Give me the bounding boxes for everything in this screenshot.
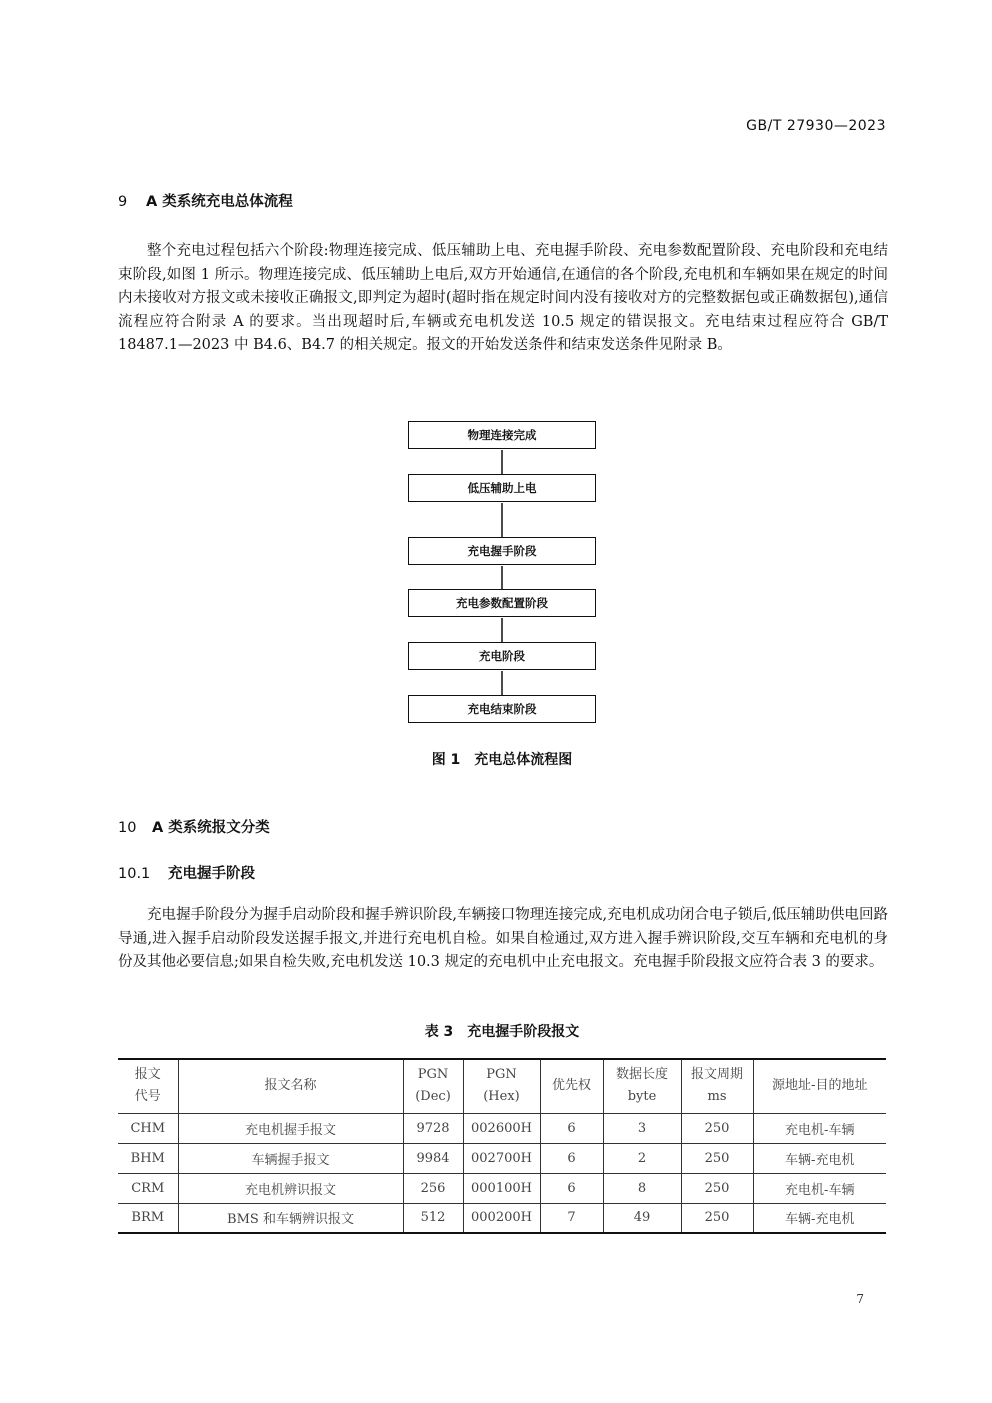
table-cell: 250	[681, 1203, 753, 1233]
table-cell: 002600H	[463, 1113, 540, 1143]
table-cell: 9984	[403, 1143, 463, 1173]
table-cell: 充电机辨识报文	[178, 1173, 403, 1203]
section-9-heading	[118, 190, 293, 211]
figure-caption: 图 1 充电总体流程图	[431, 752, 573, 768]
table-row	[118, 1173, 886, 1203]
table-cell: 250	[681, 1173, 753, 1203]
section-title: 充电握手阶段	[168, 866, 255, 882]
column-header: 报文名称	[178, 1059, 403, 1113]
table-caption: 表 3 充电握手阶段报文	[424, 1024, 580, 1040]
table-cell: 8	[603, 1173, 681, 1203]
table-cell: 车辆-充电机	[753, 1143, 886, 1173]
column-header: PGN (Hex)	[463, 1059, 540, 1113]
table-cell: 6	[540, 1143, 603, 1173]
table-cell: 7	[540, 1203, 603, 1233]
table-cell: 车辆握手报文	[178, 1143, 403, 1173]
column-header: 优先权	[540, 1059, 603, 1113]
section-10-heading	[118, 816, 270, 837]
table-cell: 250	[681, 1143, 753, 1173]
table-cell: CRM	[118, 1173, 178, 1203]
column-header: PGN (Dec)	[403, 1059, 463, 1113]
table-cell: BRM	[118, 1203, 178, 1233]
table-cell: 000200H	[463, 1203, 540, 1233]
flow-step-2: 低压辅助上电	[408, 474, 596, 502]
section-title: A 类系统报文分类	[152, 820, 270, 836]
table-cell: 充电机握手报文	[178, 1113, 403, 1143]
table-cell: 2	[603, 1143, 681, 1173]
table-cell: 256	[403, 1173, 463, 1203]
table-cell: 49	[603, 1203, 681, 1233]
flow-step-4: 充电参数配置阶段	[408, 589, 596, 617]
table-cell: CHM	[118, 1113, 178, 1143]
table-row	[118, 1113, 886, 1143]
table-cell: 车辆-充电机	[753, 1203, 886, 1233]
flow-step-3: 充电握手阶段	[408, 537, 596, 565]
document-id: GB/T 27930—2023	[746, 118, 886, 134]
table-cell: 3	[603, 1113, 681, 1143]
table-cell: 6	[540, 1173, 603, 1203]
flow-step-6: 充电结束阶段	[408, 695, 596, 723]
column-header: 源地址-目的地址	[753, 1059, 886, 1113]
table-header-row	[118, 1059, 886, 1113]
flow-step-1: 物理连接完成	[408, 421, 596, 449]
table-row	[118, 1203, 886, 1233]
column-header: 报文周期 ms	[681, 1059, 753, 1113]
section-9-paragraph: 整个充电过程包括六个阶段:物理连接完成、低压辅助上电、充电握手阶段、充电参数配置阶段、充电阶段和充电结束阶段,如图 1 所示。物理连接完成、低压辅助上电后,双方开始通信,在通信的各个阶段,充电机和车辆如果在规定的时间内未接收对方报文或未接收正确报文,即判定为超时(超时指在规定时间内没有接收对方的完整数据包或正确数据包),通信流程应符合附录 A 的要求。当出现超时后,车辆或充电机发送 10.5 规定的错误报文。充电结束过程应符合 GB/T 18487.1—2023 中 B4.6、B4.7 的相关规定。报文的开始发送条件和结束发送条件见附录 B。	[118, 243, 888, 353]
table-cell: 000100H	[463, 1173, 540, 1203]
table-cell: 512	[403, 1203, 463, 1233]
section-number: 10	[118, 820, 137, 836]
section-10-1-paragraph: 充电握手阶段分为握手启动阶段和握手辨识阶段,车辆接口物理连接完成,充电机成功闭合电子锁后,低压辅助供电回路导通,进入握手启动阶段发送握手报文,并进行充电机自检。如果自检通过,双方进入握手辨识阶段,交互车辆和充电机的身份及其他必要信息;如果自检失败,充电机发送 10.3 规定的充电机中止充电报文。充电握手阶段报文应符合表 3 的要求。	[118, 907, 888, 970]
section-number: 9	[118, 194, 128, 210]
section-number: 10.1	[118, 866, 151, 882]
table-cell: 充电机-车辆	[753, 1113, 886, 1143]
table-cell: BMS 和车辆辨识报文	[178, 1203, 403, 1233]
table-cell: 充电机-车辆	[753, 1173, 886, 1203]
table-cell: BHM	[118, 1143, 178, 1173]
column-header: 报文 代号	[118, 1059, 178, 1113]
table-cell: 002700H	[463, 1143, 540, 1173]
table-cell: 6	[540, 1113, 603, 1143]
section-title: A 类系统充电总体流程	[146, 194, 293, 210]
page-number: 7	[856, 1292, 864, 1306]
handshake-message-table	[118, 1058, 886, 1234]
section-10-1-heading	[118, 862, 255, 883]
table-cell: 9728	[403, 1113, 463, 1143]
table-cell: 250	[681, 1113, 753, 1143]
column-header: 数据长度 byte	[603, 1059, 681, 1113]
flow-step-5: 充电阶段	[408, 642, 596, 670]
table-row	[118, 1143, 886, 1173]
